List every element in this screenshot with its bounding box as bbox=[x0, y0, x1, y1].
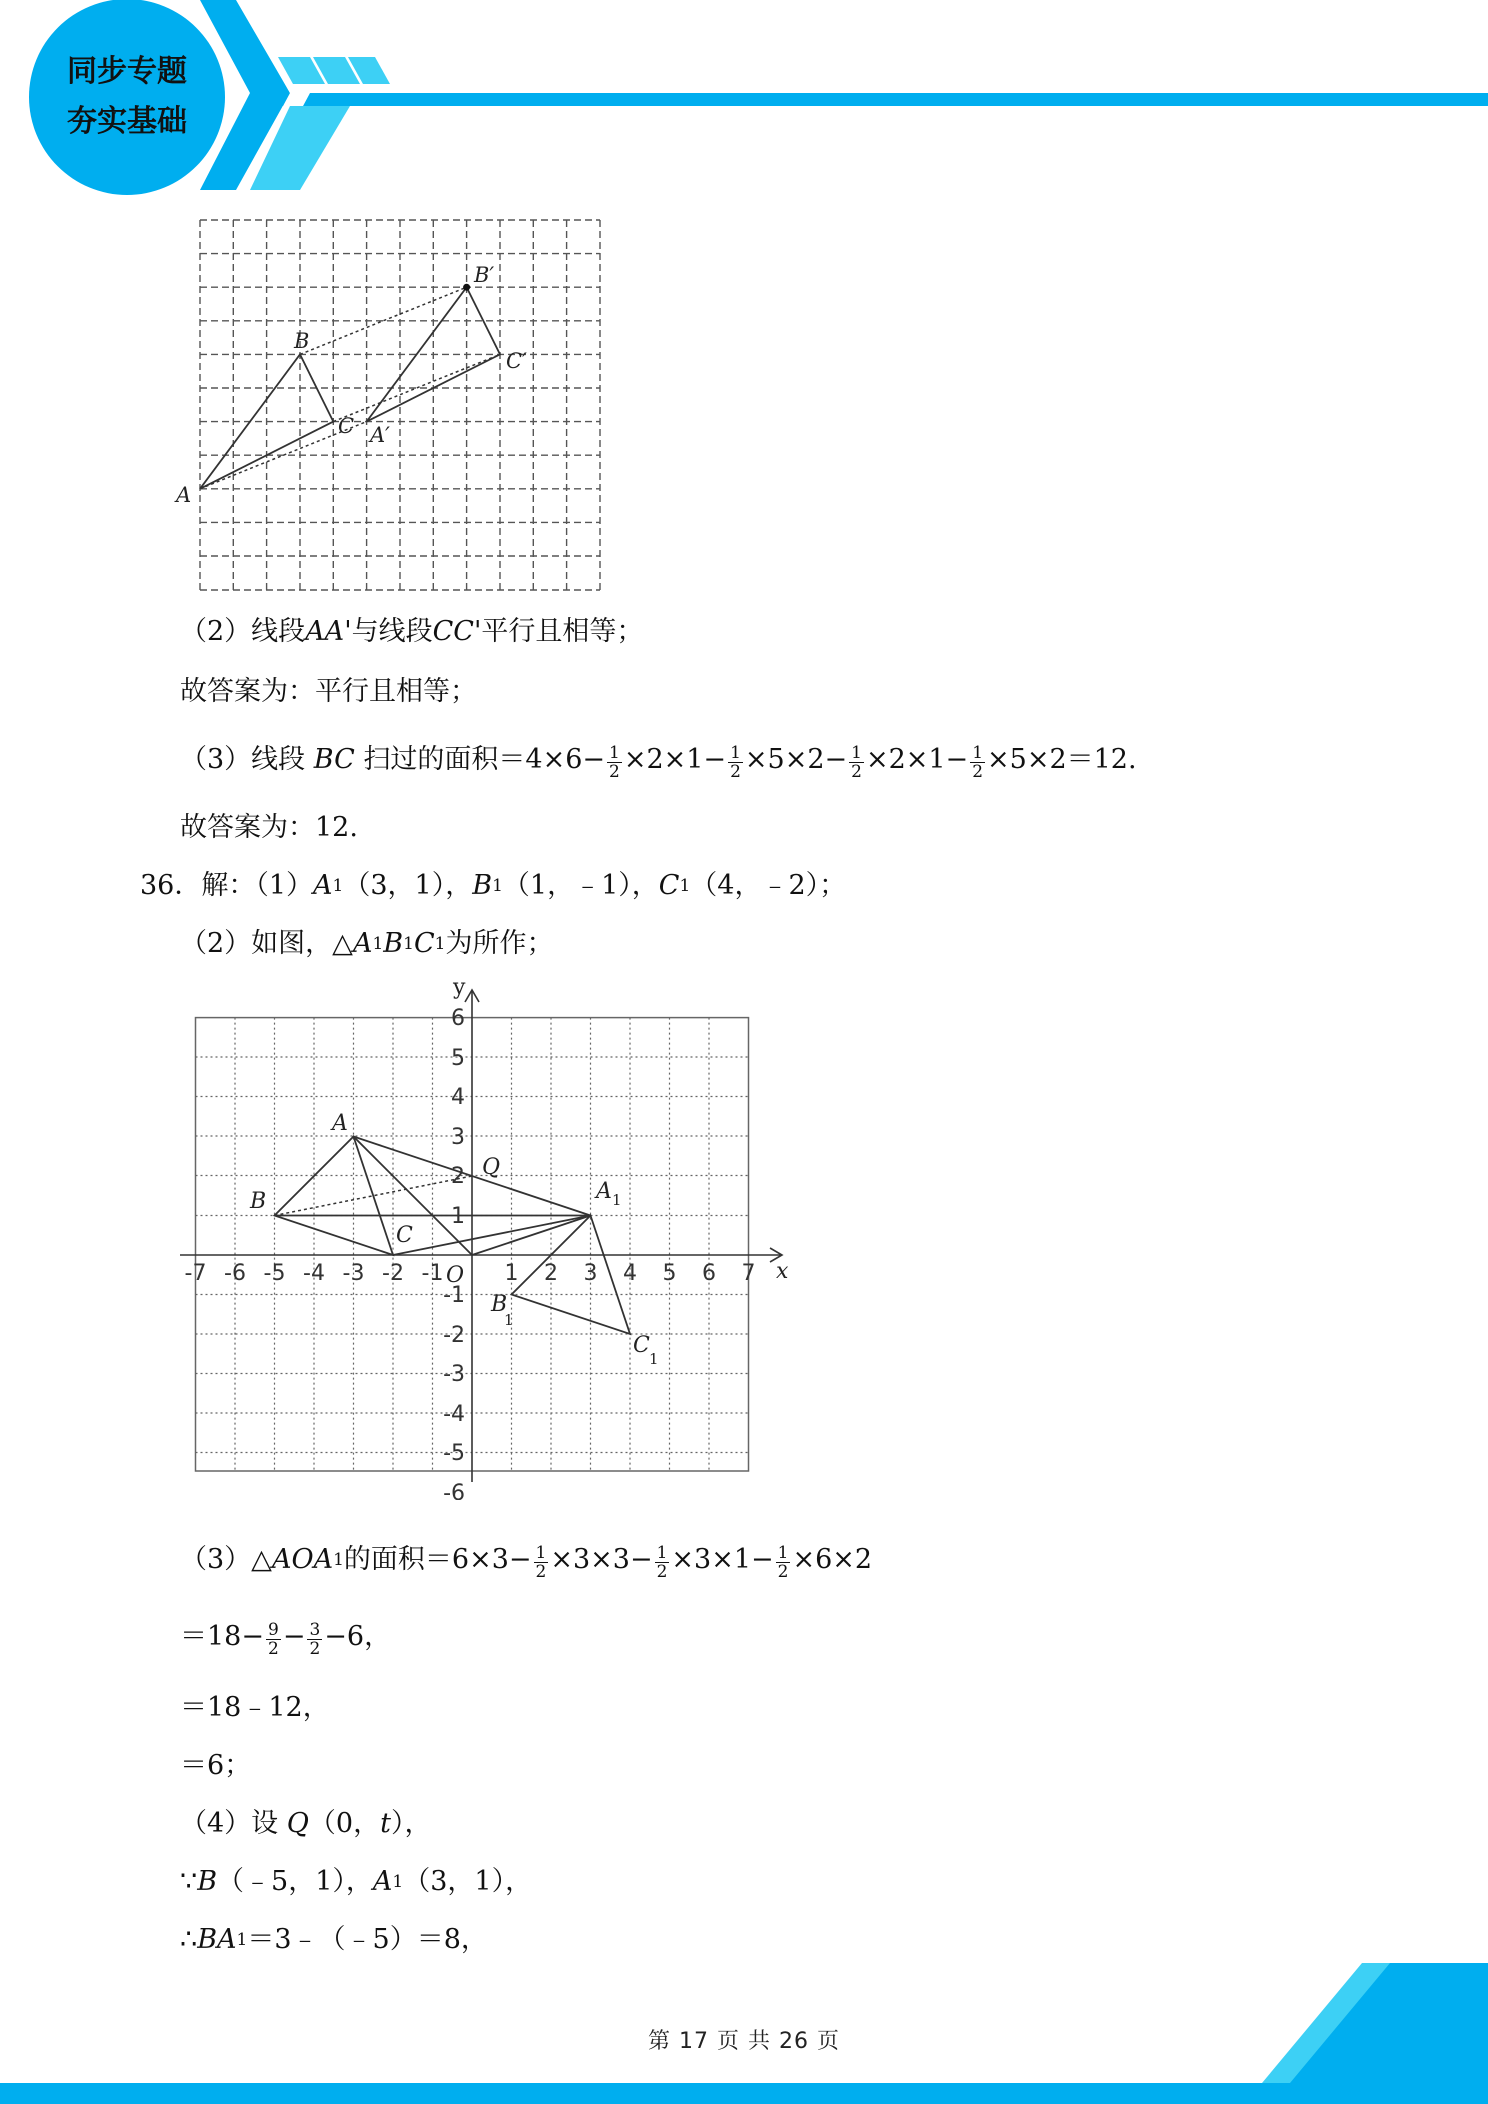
svg-text:-4: -4 bbox=[443, 1402, 465, 1427]
svg-text:1: 1 bbox=[504, 1261, 519, 1286]
svg-text:1: 1 bbox=[504, 1311, 514, 1329]
p2-answer: 故答案为：平行且相等； bbox=[180, 676, 477, 707]
svg-text:-4: -4 bbox=[303, 1261, 325, 1286]
svg-text:1: 1 bbox=[451, 1204, 465, 1229]
triangle-a1b1c1 bbox=[512, 1216, 631, 1335]
p3-line: （3）线段 BC 扫过的面积＝4×6− $\frac{1}{2}$ ×2×1− $\frac{1}{2}$ ×5×2− $\frac{1}{2}$ ×2×1− $\frac{1}{2}$ ×5×2＝12. bbox=[180, 742, 1137, 782]
svg-text:5: 5 bbox=[451, 1046, 465, 1071]
svg-text:1: 1 bbox=[649, 1350, 659, 1368]
header-decoration bbox=[0, 0, 1488, 200]
svg-text:-5: -5 bbox=[443, 1441, 465, 1466]
svg-text:4: 4 bbox=[623, 1261, 637, 1286]
svg-text:7: 7 bbox=[741, 1261, 756, 1286]
q36-part3: （3）△ AOA 1 的面积＝6×3− $\frac{1}{2}$ ×3×3− $\frac{1}{2}$ ×3×1− $\frac{1}{2}$ ×6×2 bbox=[180, 1542, 873, 1582]
therefore-line: ∴ BA 1 ＝3﹣（﹣5）＝8， bbox=[180, 1924, 488, 1955]
svg-text:-1: -1 bbox=[421, 1261, 444, 1286]
svg-text:1: 1 bbox=[612, 1191, 622, 1209]
svg-text:-6: -6 bbox=[224, 1261, 246, 1286]
svg-text:6: 6 bbox=[451, 1006, 465, 1031]
header-badge bbox=[32, 47, 222, 147]
p2-line: （2）线段 AA '与线段 CC '平行且相等； bbox=[180, 616, 644, 647]
badge-line-1: 同步专题 bbox=[67, 54, 187, 89]
point-b-prime bbox=[463, 284, 470, 291]
label-a: A bbox=[176, 483, 192, 507]
label-c-prime: C′ bbox=[506, 349, 527, 373]
svg-text:-6: -6 bbox=[443, 1481, 465, 1500]
svg-text:-1: -1 bbox=[443, 1283, 465, 1308]
svg-text:-2: -2 bbox=[382, 1261, 404, 1286]
since-line: ∵ B （﹣5，1）， A 1 （3，1）， bbox=[180, 1866, 533, 1897]
svg-text:A: A bbox=[332, 1111, 348, 1136]
svg-text:B: B bbox=[250, 1189, 267, 1214]
svg-text:6: 6 bbox=[702, 1261, 716, 1286]
translation-figure bbox=[170, 210, 620, 600]
svg-text:y: y bbox=[453, 980, 466, 1000]
svg-text:O: O bbox=[446, 1263, 465, 1288]
svg-text:C: C bbox=[396, 1223, 413, 1248]
eq-line-4: ＝6； bbox=[180, 1750, 252, 1781]
badge-line-2: 夯实基础 bbox=[67, 104, 187, 139]
point-labels bbox=[249, 980, 789, 1368]
svg-text:Q: Q bbox=[482, 1155, 501, 1180]
svg-text:C: C bbox=[633, 1333, 650, 1358]
svg-text:3: 3 bbox=[583, 1261, 598, 1286]
svg-text:-2: -2 bbox=[443, 1323, 465, 1348]
label-b: B bbox=[294, 329, 310, 353]
svg-text:5: 5 bbox=[662, 1261, 677, 1286]
svg-text:-5: -5 bbox=[263, 1261, 286, 1286]
page-number: 第 17 页 共 26 页 bbox=[648, 2029, 840, 2054]
x-tick-labels bbox=[185, 1261, 756, 1286]
svg-text:2: 2 bbox=[451, 1164, 465, 1189]
svg-text:B: B bbox=[491, 1292, 508, 1317]
q36-part2: （2）如图，△ A 1 B 1 C 1 为所作； bbox=[180, 928, 554, 959]
svg-text:4: 4 bbox=[451, 1085, 465, 1110]
svg-text:-3: -3 bbox=[443, 1362, 465, 1387]
p3-answer: 故答案为：12. bbox=[180, 812, 358, 843]
label-a-prime: A′ bbox=[370, 423, 390, 447]
svg-text:2: 2 bbox=[544, 1261, 558, 1286]
q36-part1: 36．解：（1） A 1 （3，1）， B 1 （1，﹣1）， C 1 （4，﹣2）； bbox=[140, 870, 847, 901]
svg-text:-3: -3 bbox=[342, 1261, 365, 1286]
coordinate-figure bbox=[170, 980, 800, 1500]
svg-text:3: 3 bbox=[451, 1125, 465, 1150]
y-tick-labels bbox=[443, 1006, 465, 1500]
label-b-prime: B′ bbox=[474, 263, 495, 287]
svg-text:-7: -7 bbox=[184, 1261, 207, 1286]
eq-line-3: ＝18﹣12， bbox=[180, 1692, 330, 1723]
label-c: C bbox=[338, 414, 355, 438]
eq-line-2: ＝18− $\frac{9}{2}$ − $\frac{3}{2}$ −6， bbox=[180, 1619, 392, 1659]
svg-text:x: x bbox=[776, 1259, 789, 1284]
q36-part4: （4）设 Q （0， t ）， bbox=[180, 1808, 432, 1839]
svg-text:A: A bbox=[596, 1179, 612, 1204]
footer-decoration bbox=[0, 1955, 1488, 2104]
